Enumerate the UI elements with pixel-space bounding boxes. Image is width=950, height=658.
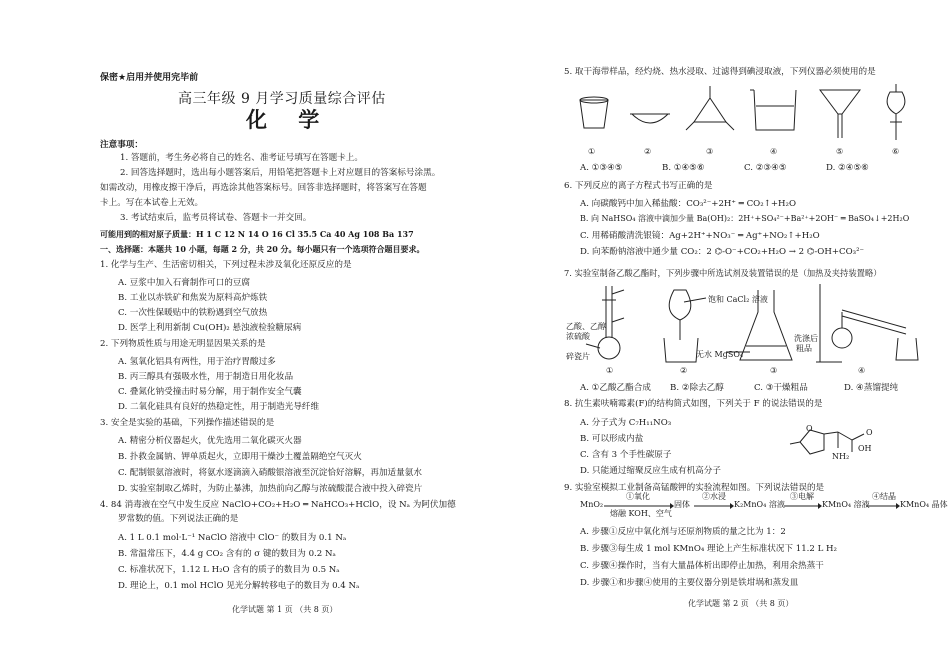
- notes-heading: 注意事项：: [100, 140, 143, 150]
- page-footer: 化学试题 第 1 页 （共 8 页）: [232, 605, 338, 614]
- atomic-mass: 可能用到的相对原子质量：H 1 C 12 N 14 O 16 Cl 35.5 Ca 40 Ag 108 Ba 137: [100, 229, 414, 239]
- q4-option-d: D. 理论上，0.1 mol HClO 见光分解转移电子的数目为 0.4 Nₐ: [118, 581, 360, 591]
- evaporating-dish-icon: [630, 114, 670, 123]
- q7-label-crude: 粗品: [796, 344, 812, 353]
- note-2-cont2: 卡上。写在本试卷上无效。: [100, 198, 204, 208]
- flow-k2mno4: K₂MnO₄ 溶液: [734, 500, 785, 509]
- q9-option-a: A. 步骤①反应中氧化剂与还原剂物质的量之比为 1：2: [580, 527, 786, 537]
- q6-stem: 6. 下列反应的离子方程式书写正确的是: [564, 181, 713, 191]
- flow-kmno4-crystal: KMnO₄ 晶体: [900, 500, 948, 509]
- q7-label-1: ①: [606, 366, 614, 375]
- flow-step1-condition: 熔融 KOH、空气: [610, 509, 672, 518]
- q9-option-d: D. 步骤①和步骤④使用的主要仪器分别是铁坩埚和蒸发皿: [580, 578, 799, 588]
- q2-stem: 2. 下列物质性质与用途无明显因果关系的是: [100, 339, 266, 349]
- q7-label-3: ③: [770, 366, 778, 375]
- q8-ring-o-label: O: [806, 424, 813, 433]
- clay-triangle-icon: [686, 86, 734, 130]
- flow-arrows: [480, 500, 950, 512]
- exam-title: 高三年级 9 月学习质量综合评估: [178, 91, 386, 107]
- q4-option-c: C. 标准状况下，1.12 L H₂O 含有的质子的数目为 0.5 Nₐ: [118, 565, 340, 575]
- q7-stem: 7. 实验室制备乙酸乙酯时，下列步骤中所选试剂及装置错误的是（加热及夹持装置略）: [564, 268, 882, 278]
- q7-label-washed: 洗涤后: [794, 334, 818, 343]
- q6-option-c: C. 用稀硝酸清洗银镜：Ag+2H⁺+NO₃⁻ ═ Ag⁺+NO₂↑+H₂O: [580, 231, 820, 241]
- q9-stem: 9. 实验室模拟工业制备高锰酸钾的实验流程如图。下列说法错误的是: [564, 483, 825, 493]
- q1-option-b: B. 工业以赤铁矿和焦炭为原料高炉炼铁: [118, 293, 268, 303]
- section-heading: 一、选择题：本题共 10 小题，每题 2 分，共 20 分。每小题只有一个选项符合题目要求。: [100, 244, 425, 254]
- q3-option-c: C. 配制银氨溶液时，将氨水逐滴滴入硝酸银溶液至沉淀恰好溶解，再加适量氨水: [118, 468, 422, 478]
- q8-stem: 8. 抗生素呋喃霉素(F)的结构简式如图，下列关于 F 的说法错误的是: [564, 399, 823, 409]
- q4-option-b: B. 常温常压下，4.4 g CO₂ 含有的 σ 键的数目为 0.2 Nₐ: [118, 549, 336, 559]
- q8-option-b: B. 可以形成内盐: [580, 434, 644, 444]
- q7-option-c: C. ③干燥粗品: [754, 383, 808, 393]
- q1-option-a: A. 豆浆中加入石膏制作可口的豆腐: [118, 278, 250, 288]
- q7-label-acid: 浓硫酸: [566, 332, 590, 341]
- q6-option-d: D. 向苯酚钠溶液中通少量 CO₂：2 ⌬-O⁻+CO₂+H₂O → 2 ⌬-OH+CO₃²⁻: [580, 247, 865, 257]
- q3-option-a: A. 精密分析仪器起火，优先选用二氧化碳灭火器: [118, 436, 302, 446]
- q7-label-chips: 碎瓷片: [566, 352, 590, 361]
- flow-step1-label: ①氧化: [626, 492, 650, 501]
- q7-label-2: ②: [680, 366, 688, 375]
- subject-title: 化 学: [246, 108, 332, 132]
- q5-instruments-figure: [570, 80, 930, 154]
- note-1: 1. 答题前，考生务必将自己的姓名、准考证号填写在答题卡上。: [120, 153, 363, 163]
- q6-option-a: A. 向碳酸钙中加入稀盐酸：CO₃²⁻+2H⁺ ═ CO₂↑+H₂O: [580, 199, 797, 209]
- q2-option-d: D. 二氧化硅具有良好的热稳定性，用于制造光导纤维: [118, 402, 320, 412]
- flow-step4-label: ④结晶: [872, 492, 896, 501]
- q9-option-b: B. 步骤③每生成 1 mol KMnO₄ 理论上产生标准状况下 11.2 L H₂: [580, 544, 837, 554]
- q5-option-b: B. ①④⑤⑥: [662, 163, 705, 173]
- q1-option-d: D. 医学上利用新制 Cu(OH)₂ 悬浊液检验糖尿病: [118, 323, 302, 333]
- q6-option-b: B. 向 NaHSO₄ 溶液中滴加少量 Ba(OH)₂：2H⁺+SO₄²⁻+Ba²⁺+2OH⁻ ═ BaSO₄↓+2H₂O: [580, 214, 910, 223]
- q4-stem-cont: 罗常数的值。下列说法正确的是: [118, 514, 239, 524]
- q2-option-b: B. 丙三醇具有强吸水性，用于制造日用化妆品: [118, 372, 294, 382]
- q7-label-4: ④: [858, 366, 866, 375]
- q5-label-2: ②: [644, 147, 652, 156]
- q8-o-label: O: [866, 428, 873, 437]
- q5-option-c: C. ②③④⑤: [744, 163, 787, 173]
- q8-oh-label: OH: [858, 444, 872, 453]
- q1-stem: 1. 化学与生产、生活密切相关，下列过程未涉及氧化还原反应的是: [100, 260, 352, 270]
- crucible-icon: [580, 97, 608, 128]
- furan-ring-icon: [790, 430, 864, 454]
- q7-option-b: B. ②除去乙醇: [670, 383, 724, 393]
- note-2-cont: 如需改动，用橡皮擦干净后，再选涂其他答案标号。回答非选择题时，将答案写在答题: [100, 183, 427, 193]
- note-2: 2. 回答选择题时，选出每小题答案后，用铅笔把答题卡上对应题目的答案标号涂黑。: [120, 168, 441, 178]
- q9-option-c: C. 步骤④操作时，当有大量晶体析出即停止加热，利用余热蒸干: [580, 561, 824, 571]
- q4-option-a: A. 1 L 0.1 mol·L⁻¹ NaClO 溶液中 ClO⁻ 的数目为 0.1 Nₐ: [118, 533, 347, 543]
- q8-option-d: D. 只能通过缩聚反应生成有机高分子: [580, 466, 721, 476]
- q8-nh2-label: NH₂: [832, 452, 850, 461]
- q7-label-reagents: 乙酸、乙醇: [566, 322, 606, 331]
- note-3: 3. 考试结束后，监考员将试卷、答题卡一并交回。: [120, 213, 312, 223]
- flow-solid: 固体: [674, 500, 690, 509]
- q5-label-1: ①: [588, 147, 596, 156]
- page-footer: 化学试题 第 2 页 （共 8 页）: [688, 599, 794, 608]
- q5-stem: 5. 取干海带样品，经灼烧、热水浸取、过滤得到碘浸取液，下列仪器必须使用的是: [564, 67, 876, 77]
- q3-option-b: B. 扑救金属钠、钾单质起火，立即用干燥沙土覆盖隔绝空气灭火: [118, 452, 362, 462]
- flow-kmno4-solution: KMnO₄ 溶液: [822, 500, 870, 509]
- q7-label-mgso4: 无水 MgSO₄: [696, 350, 744, 359]
- q3-stem: 3. 安全是实验的基础，下列操作描述错误的是: [100, 418, 275, 428]
- beaker-icon: [750, 90, 796, 130]
- q7-label-cacl2: 饱和 CaCl₂ 溶液: [708, 295, 768, 304]
- q5-label-6: ⑥: [892, 147, 900, 156]
- flow-mno2: MnO₂: [580, 500, 604, 509]
- flow-step3-label: ③电解: [790, 492, 814, 501]
- page-2: [480, 0, 950, 658]
- flow-step2-label: ②水浸: [702, 492, 726, 501]
- q7-option-d: D. ④蒸馏提纯: [844, 383, 899, 393]
- funnel-icon: [820, 90, 860, 138]
- distillation-apparatus-icon: [816, 284, 918, 362]
- q1-option-c: C. 一次性保暖贴中的铁粉遇到空气放热: [118, 308, 268, 318]
- q2-option-c: C. 叠氮化钠受撞击时易分解，用于制作安全气囊: [118, 387, 302, 397]
- separatory-funnel-icon: [887, 84, 905, 140]
- q7-option-a: A. ①乙酸乙酯合成: [580, 383, 651, 393]
- q5-label-4: ④: [770, 147, 778, 156]
- q3-option-d: D. 实验室制取乙烯时，为防止暴沸，加热前向乙醇与浓硫酸混合液中投入碎瓷片: [118, 484, 423, 494]
- q5-option-a: A. ①③④⑤: [580, 163, 623, 173]
- q4-stem: 4. 84 消毒液在空气中发生反应 NaClO+CO₂+H₂O ═ NaHCO₃+HClO，设 Nₐ 为阿伏加德: [100, 500, 456, 510]
- q8-option-c: C. 含有 3 个手性碳原子: [580, 450, 672, 460]
- q5-label-3: ③: [706, 147, 714, 156]
- secret-label: 保密★启用并使用完毕前: [100, 73, 199, 83]
- q2-option-a: A. 氢氧化铝具有两性，用于治疗胃酸过多: [118, 357, 276, 367]
- q8-option-a: A. 分子式为 C₇H₁₁NO₃: [580, 418, 672, 428]
- q5-option-d: D. ②④⑤⑥: [826, 163, 869, 173]
- q5-label-5: ⑤: [836, 147, 844, 156]
- arrow-right-icon: [604, 503, 900, 509]
